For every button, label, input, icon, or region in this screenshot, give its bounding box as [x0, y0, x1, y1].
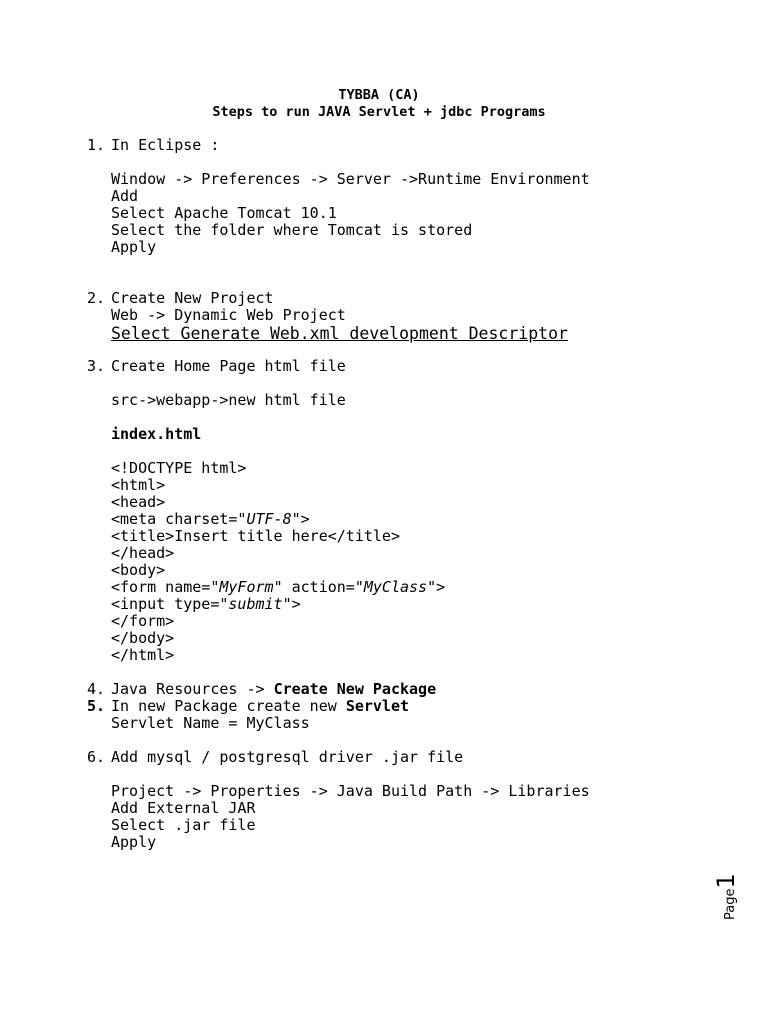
code-block: [111, 460, 737, 664]
step-heading: In Eclipse :: [111, 136, 220, 154]
step-6: [87, 749, 737, 851]
code-line: <!DOCTYPE html>: [111, 459, 247, 477]
step-line: Add External JAR: [111, 799, 256, 817]
steps-list: [87, 137, 737, 851]
page-number: 1: [712, 873, 740, 889]
step-heading: Create Home Page html file: [111, 357, 346, 375]
code-line: <head>: [111, 493, 166, 511]
step-line: Select the folder where Tomcat is stored: [111, 221, 473, 239]
file-name: index.html: [111, 425, 202, 443]
step-line: Apply: [111, 238, 157, 256]
step-line: Select .jar file: [111, 816, 256, 834]
step-number: 6.: [87, 748, 106, 766]
step-line: Window -> Preferences -> Server ->Runtime Environment: [111, 170, 590, 188]
page-label: Page: [723, 888, 738, 920]
step-heading: Create New Project: [111, 289, 274, 307]
step-number: 4.: [87, 680, 106, 698]
step-number: 2.: [87, 289, 106, 307]
code-line: </html>: [111, 646, 175, 664]
code-line: </body>: [111, 629, 175, 647]
step-line: Project -> Properties -> Java Build Path -> Libraries: [111, 782, 590, 800]
code-line: </head>: [111, 544, 175, 562]
step-number: 1.: [87, 136, 106, 154]
step-line: Add: [111, 187, 139, 205]
code-line: <form name="MyForm" action="MyClass">: [111, 578, 446, 596]
code-line: <body>: [111, 561, 166, 579]
code-line: <html>: [111, 476, 166, 494]
document-subtitle: Steps to run JAVA Servlet + jdbc Programs: [212, 104, 546, 120]
step-heading: Java Resources -> Create New Package: [111, 680, 437, 698]
step-number: 5.: [87, 697, 106, 715]
step-line: Select Apache Tomcat 10.1: [111, 204, 337, 222]
step-line: Web -> Dynamic Web Project: [111, 306, 346, 324]
code-line: <title>Insert title here</title>: [111, 527, 400, 545]
page-number-footer: [712, 872, 756, 922]
step-3: [87, 358, 737, 664]
code-line: </form>: [111, 612, 175, 630]
step-1: [87, 137, 737, 256]
step-5: [87, 698, 737, 732]
step-heading: Add mysql / postgresql driver .jar file: [111, 748, 464, 766]
step-line: Servlet Name = MyClass: [111, 714, 310, 732]
step-heading: In new Package create new Servlet: [111, 697, 410, 715]
step-line: Apply: [111, 833, 157, 851]
code-line: <meta charset="UTF-8">: [111, 510, 310, 528]
document-header: [0, 87, 758, 121]
step-2: [87, 290, 737, 344]
step-4: [87, 681, 737, 698]
document-title: TYBBA (CA): [338, 87, 420, 103]
code-line: <input type="submit">: [111, 595, 301, 613]
step-path: src->webapp->new html file: [111, 391, 346, 409]
step-emphasis-line: Select Generate Web.xml development Descriptor: [111, 324, 568, 343]
step-number: 3.: [87, 357, 106, 375]
